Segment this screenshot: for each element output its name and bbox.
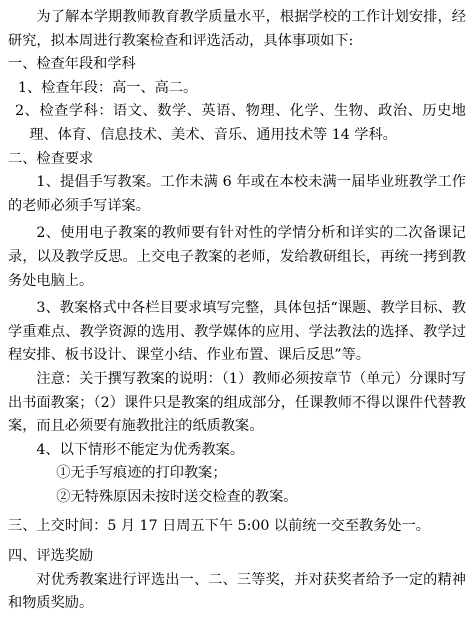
section-2-requirement-4-b: ②无特殊原因未按时送交检查的教案。 [56, 488, 298, 505]
section-2-requirement-4-a: ①无手写痕迹的打印教案； [56, 465, 227, 482]
section-4-heading: 四、评选奖励 [8, 548, 94, 565]
section-2-requirement-2: 2、使用电子教案的教师要有针对性的学情分析和详实的二次备课记录，以及教学反思。上交电子教案的老师，发给教研组长，再统一拷到教务处电脑上。 [8, 225, 466, 289]
section-2-heading: 二、检查要求 [8, 150, 94, 167]
section-1-heading: 一、检查年段和学科 [8, 56, 136, 73]
section-2-requirement-1: 1、提倡手写教案。工作未满 6 年或在本校未满一届毕业班教学工作的老师必须手写详案。 [8, 174, 466, 214]
section-2-note: 注意：关于撰写教案的说明：（1）教师必须按章节（单元）分课时写出书面教案；（2）课件只是教案的组成部分，任课教师不得以课件代替教案，而且必须要有施教批注的纸质教案。 [8, 370, 466, 435]
section-2-requirement-4: 4、以下情形不能定为优秀教案。 [36, 441, 245, 458]
section-2-requirement-3: 3、教案格式中各栏目要求填写完整，具体包括“课题、教学目标、教学重难点、教学资源的选用、教学媒体的应用、学法教法的选择、教学过程安排、板书设计、课堂小结、作业布置、课后反思”等。 [8, 300, 466, 364]
section-3-heading: 三、上交时间：5 月 17 日周五下午 5:00 以前统一交至教务处一。 [8, 518, 430, 535]
section-1-item-1: 1、检查年段：高一、高二。 [17, 79, 198, 96]
section-4-body: 对优秀教案进行评选出一、二、三等奖，并对获奖者给予一定的精神和物质奖励。 [8, 571, 466, 612]
section-1-item-2: 2、检查学科：语文、数学、英语、物理、化学、生物、政治、历史地理、体育、信息技术、美术、音乐、通用技术等 14 学科。 [15, 103, 466, 143]
intro-paragraph: 为了解本学期教师教育教学质量水平，根据学校的工作计划安排，经研究，拟本周进行教案检查和评选活动，具体事项如下: [8, 9, 466, 49]
